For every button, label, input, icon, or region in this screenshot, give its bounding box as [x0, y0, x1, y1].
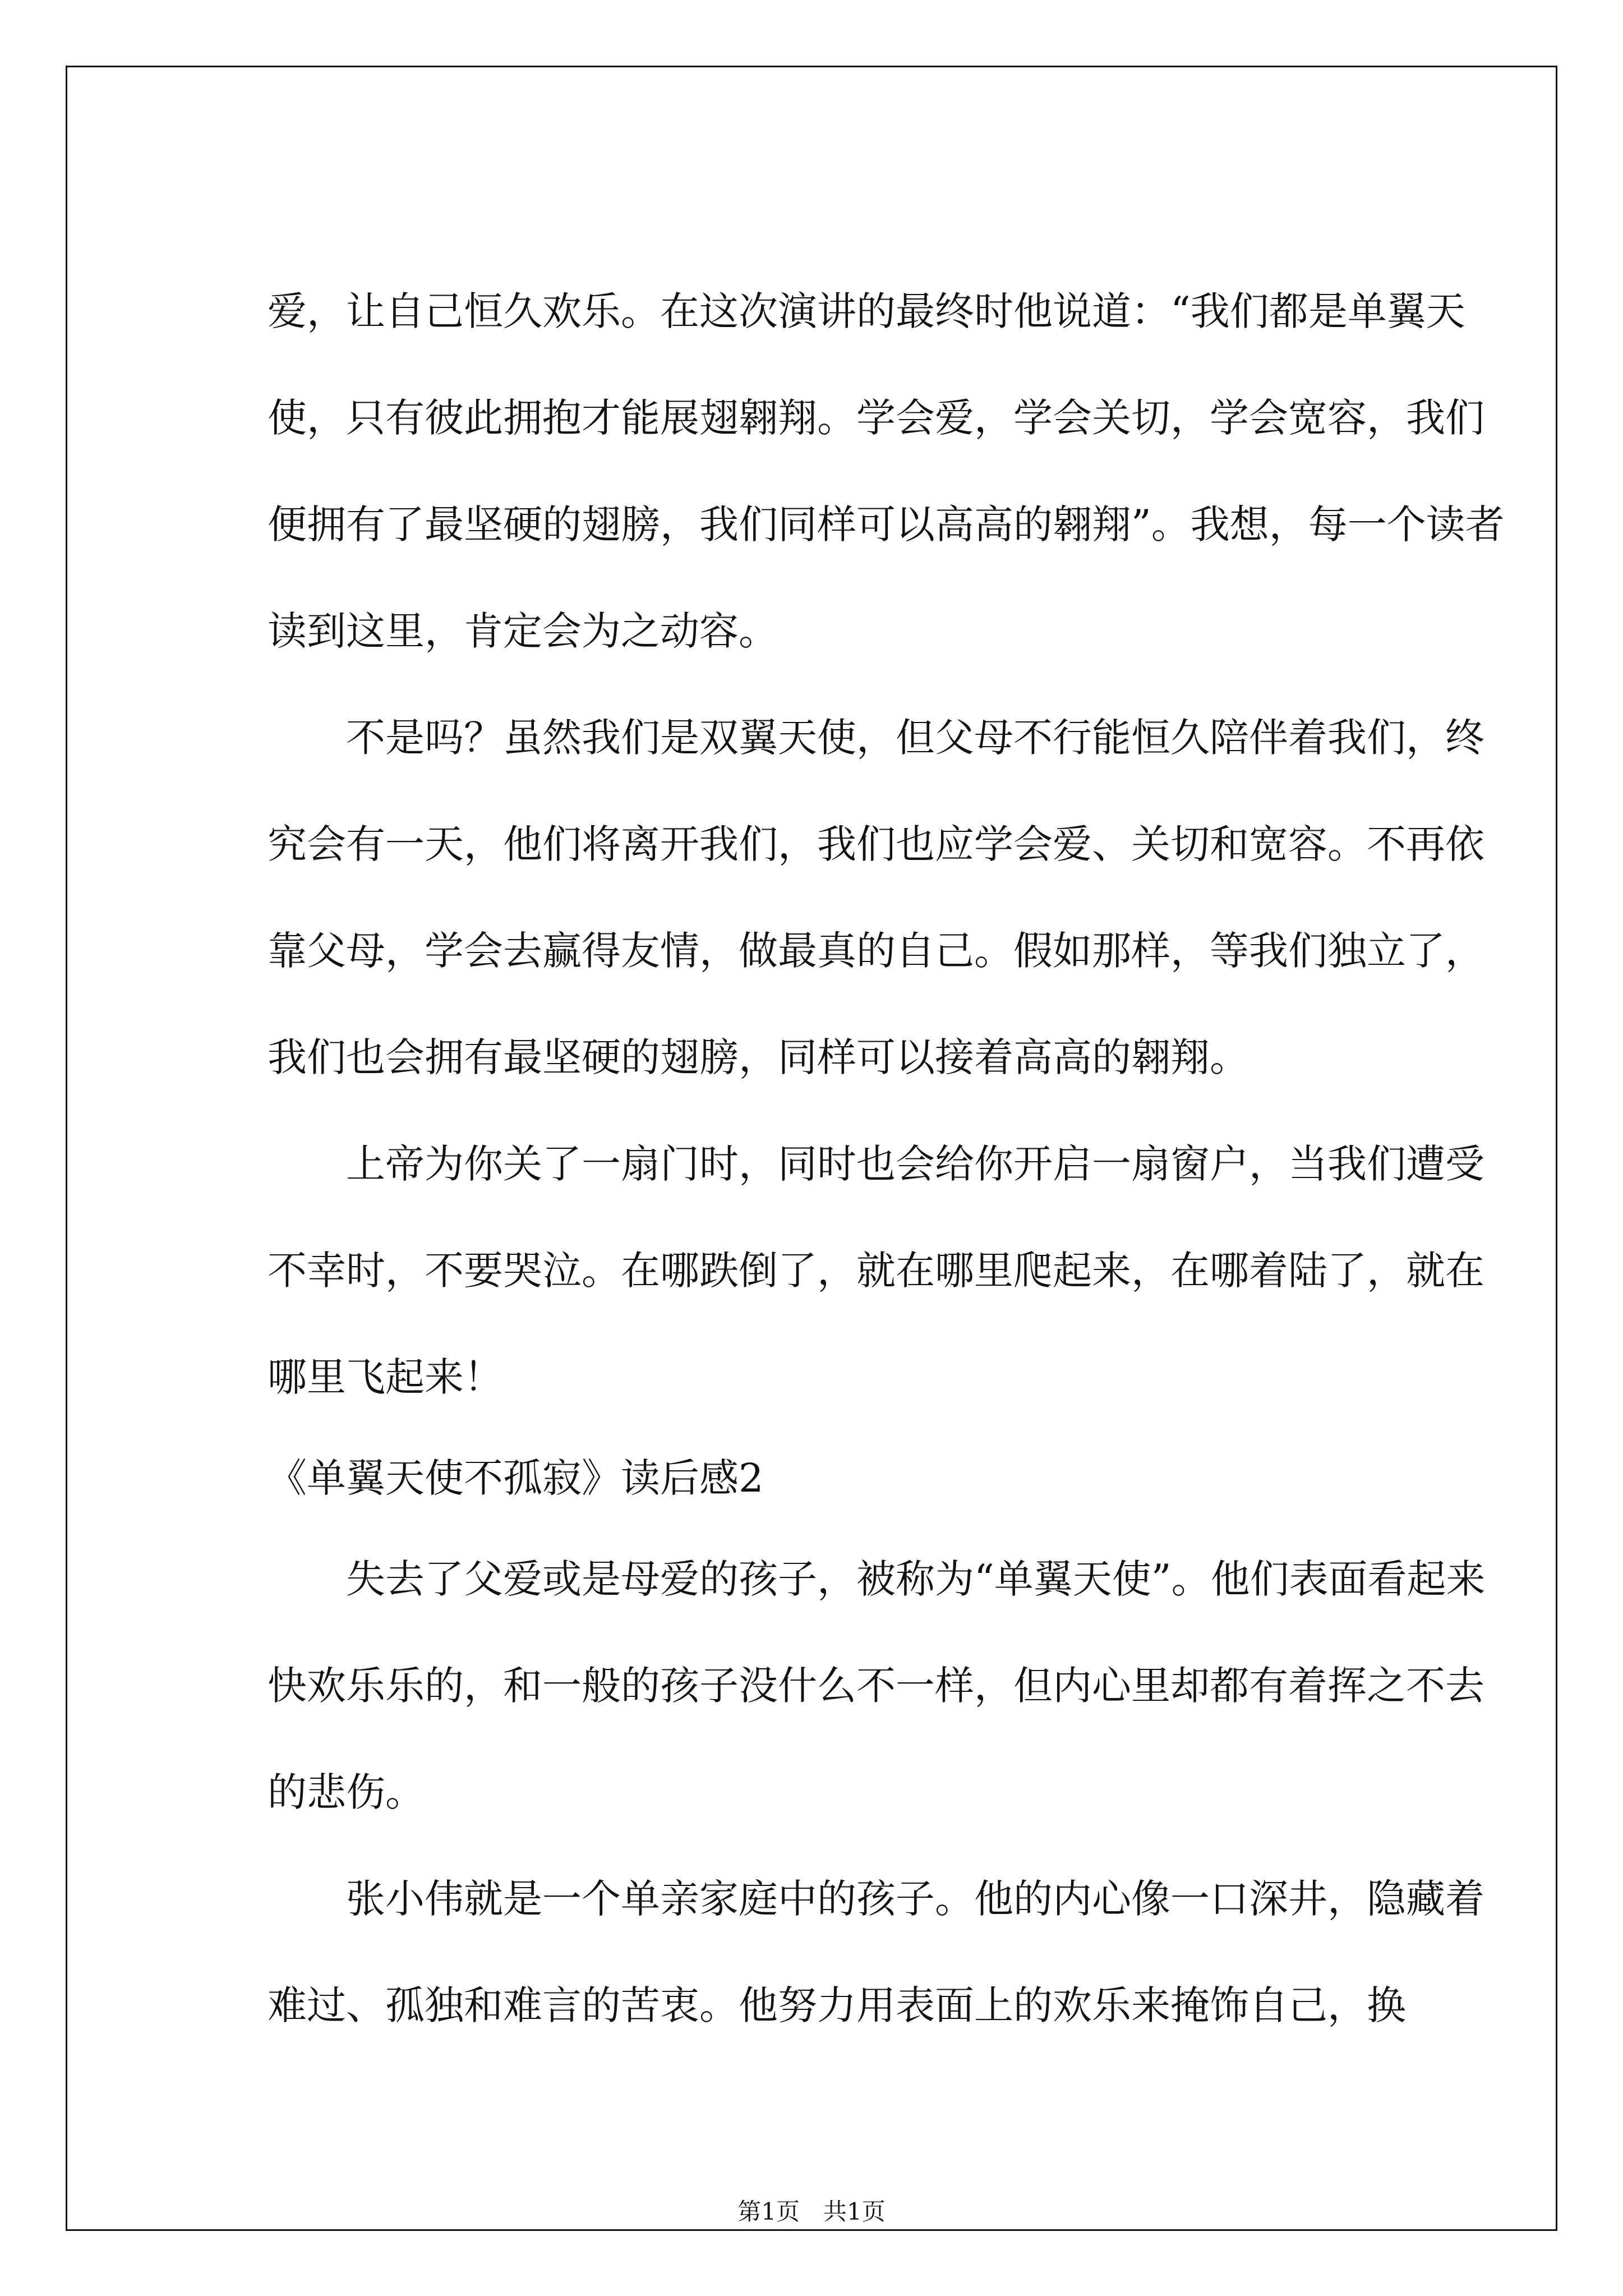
document-body	[268, 258, 1513, 2059]
page-footer: 第1页 共1页	[737, 2198, 886, 2225]
section-heading: 《单翼天使不孤寂》读后感2	[268, 1455, 764, 1501]
paragraph-1: 爱，让自己恒久欢乐。在这次演讲的最终时他说道：“我们都是单翼天使，只有彼此拥抱才能展翅翱翔。学会爱，学会关切，学会宽容，我们便拥有了最坚硬的翅膀，我们同样可以高高的翱翔”。我想，每一个读者读到这里，肯定会为之动容。	[268, 288, 1505, 654]
paragraph-3: 上帝为你关了一扇门时，同时也会给你开启一扇窗户，当我们遭受不幸时，不要哭泣。在哪跌倒了，就在哪里爬起来，在哪着陆了，就在哪里飞起来！	[268, 1141, 1484, 1400]
paragraph-5: 张小伟就是一个单亲家庭中的孩子。他的内心像一口深井，隐藏着难过、孤独和难言的苦衷。他努力用表面上的欢乐来掩饰自己，换	[268, 1876, 1484, 2028]
paragraph-2: 不是吗？虽然我们是双翼天使，但父母不行能恒久陪伴着我们，终究会有一天，他们将离开我们，我们也应学会爱、关切和宽容。不再依靠父母，学会去赢得友情，做最真的自己。假如那样，等我们独立了，我们也会拥有最坚硬的翅膀，同样可以接着高高的翱翔。	[268, 715, 1484, 1080]
document-page	[66, 66, 1557, 2231]
paragraph-4: 失去了父爱或是母爱的孩子，被称为“单翼天使”。他们表面看起来快欢乐乐的，和一般的孩子没什么不一样，但内心里却都有着挥之不去的悲伤。	[268, 1556, 1486, 1815]
